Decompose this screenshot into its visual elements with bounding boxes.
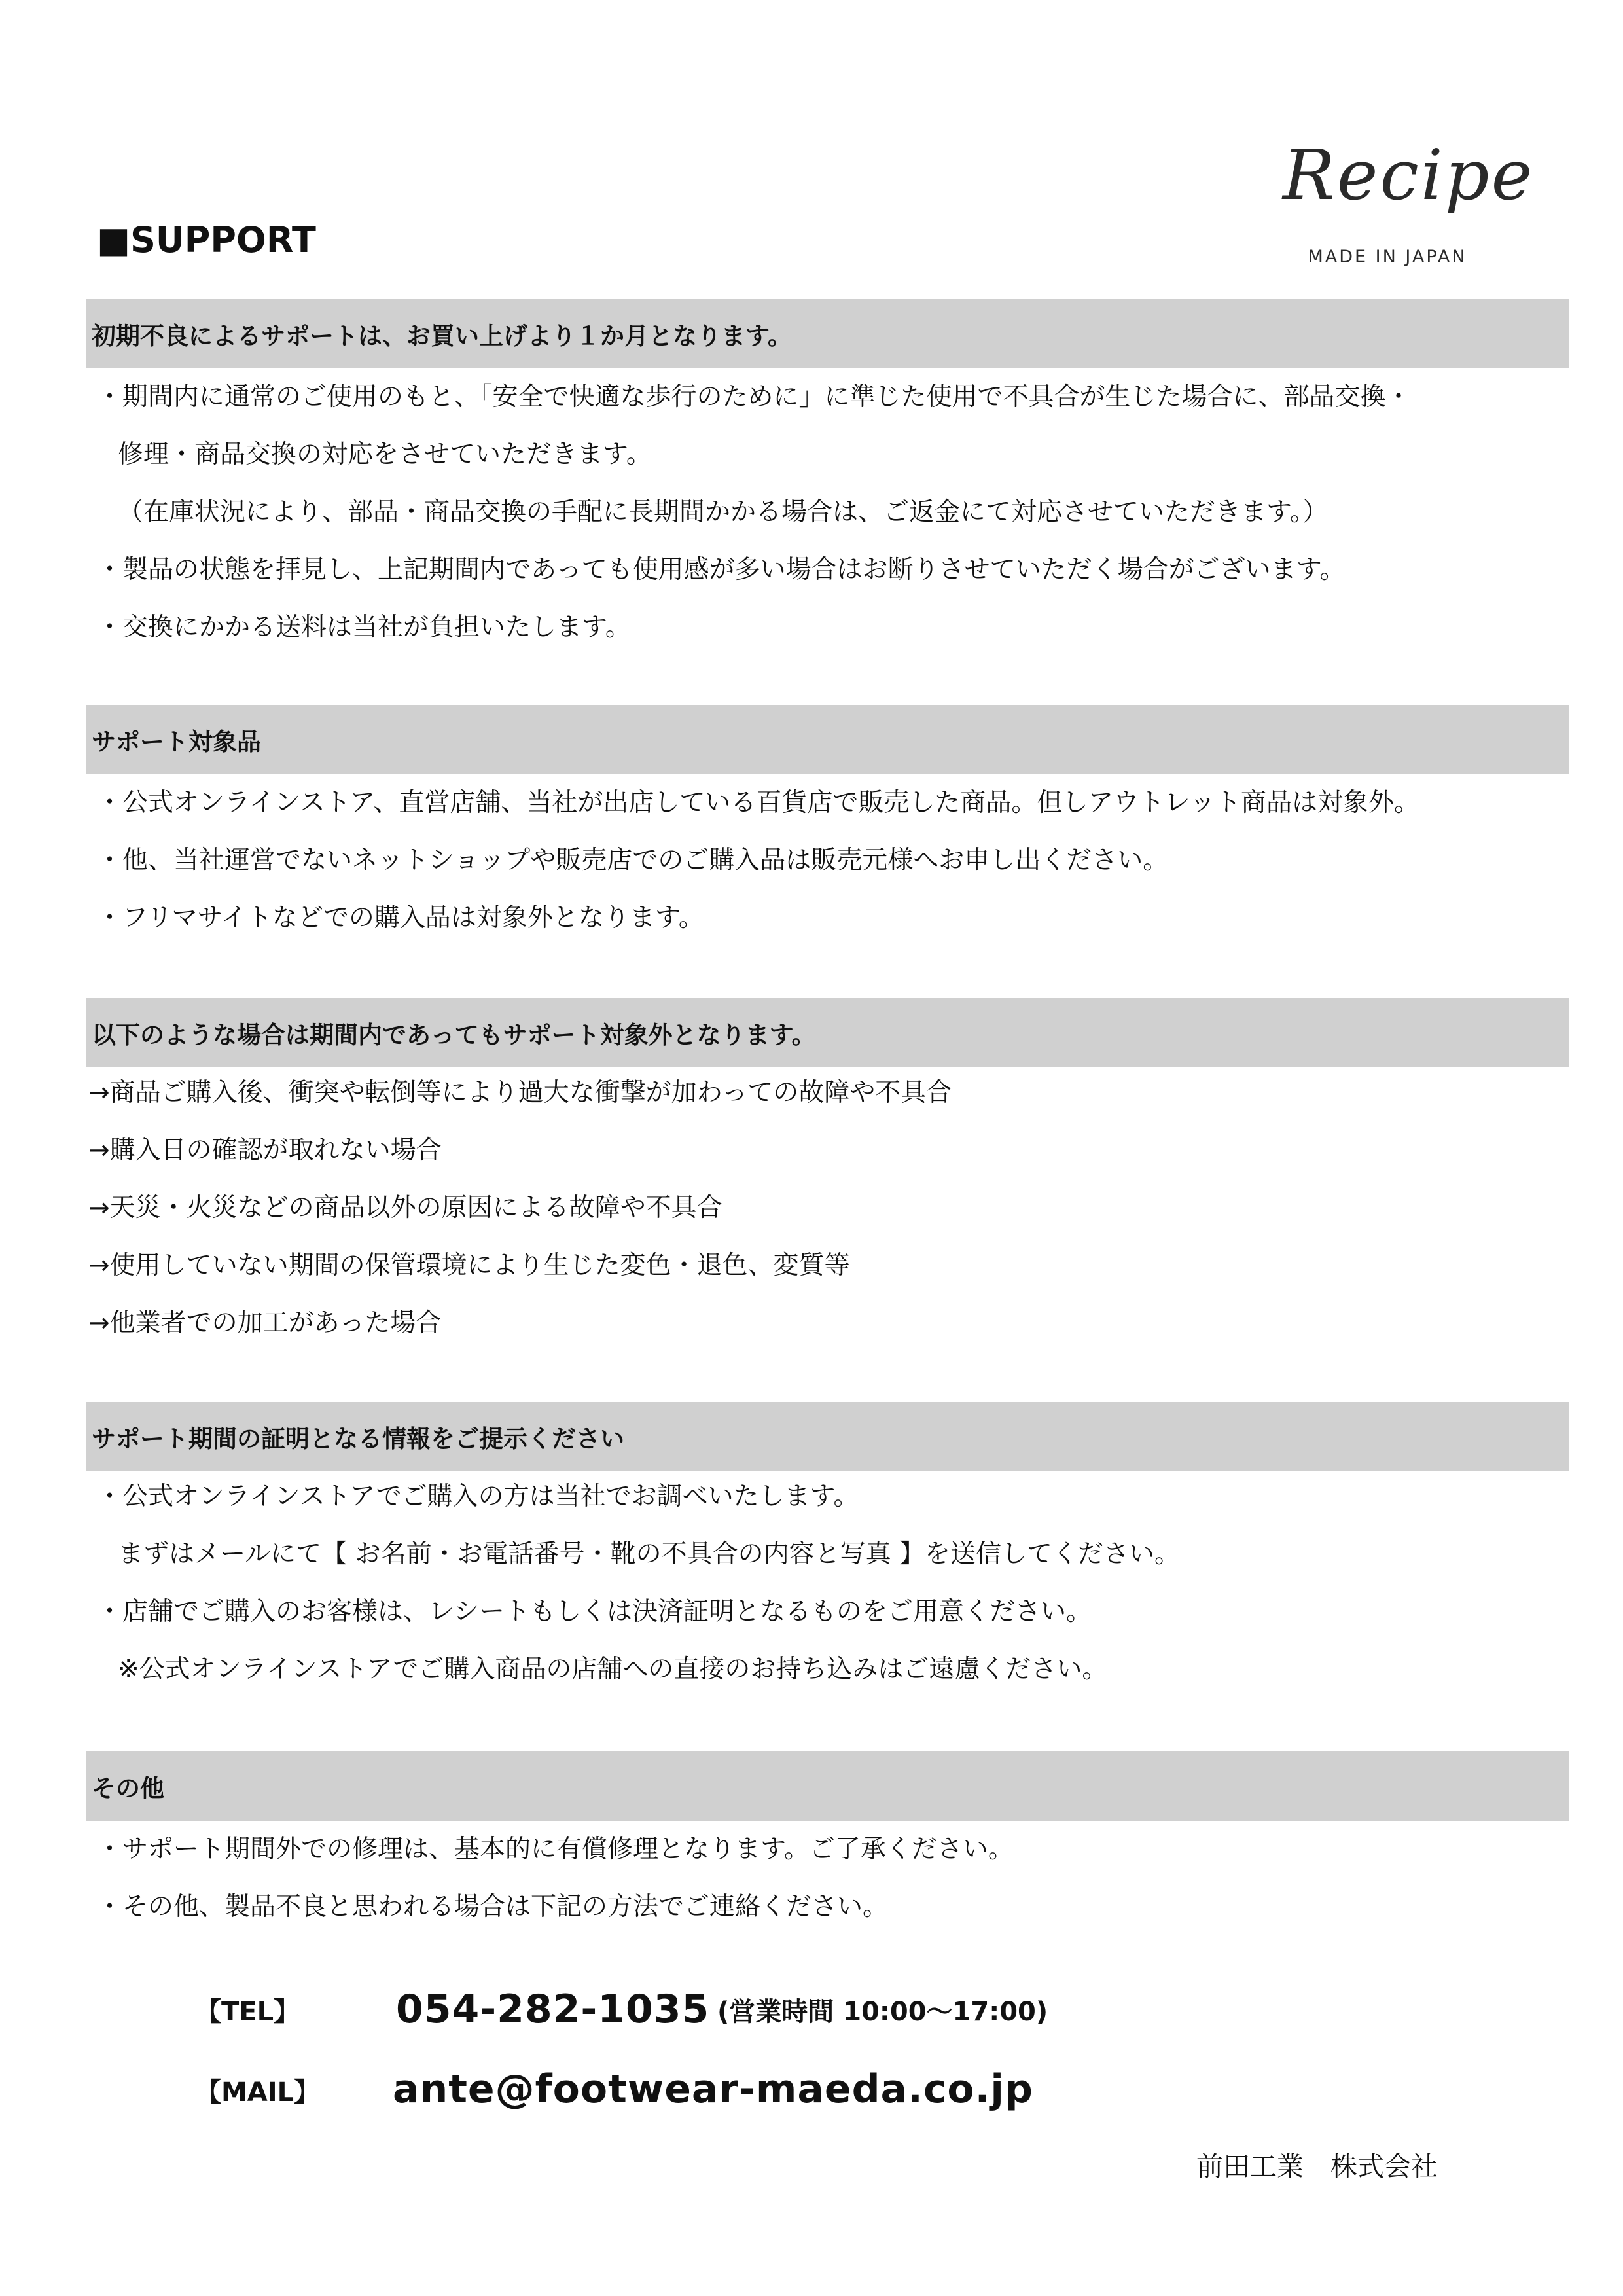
section-4-line-4: ※公式オンラインストアでご購入商品の店舗への直接のお持ち込みはご遠慮ください。 [118,1655,1108,1684]
brand-logo [1283,135,1535,267]
section-1-line-2: 修理・商品交換の対応をさせていただきます。 [118,440,652,469]
section-header-exclusions: 以下のような場合は期間内であってもサポート対象外となります。 [86,998,1569,1067]
section-5-line-1: ・サポート期間外での修理は、基本的に有償修理となります。ご了承ください。 [97,1835,1014,1864]
section-2-line-1: ・公式オンラインストア、直営店舗、当社が出店している百貨店で販売した商品。但しアウトレット商品は対象外。 [97,788,1419,817]
mail-address-link[interactable]: ante@footwear-maeda.co.jp [393,2066,1033,2112]
section-4-line-2: まずはメールにて【 お名前・お電話番号・靴の不具合の内容と写真 】を送信してください。 [118,1539,1181,1569]
company-name: 前田工業 株式会社 [1196,2151,1438,2182]
section-1-line-4: ・製品の状態を拝見し、上記期間内であっても使用感が多い場合はお断りさせていただく場合がございます。 [97,555,1346,584]
section-header-proof: サポート期間の証明となる情報をご提示ください [86,1402,1569,1471]
section-3-line-1: →商品ご購入後、衝突や転倒等により過大な衝撃が加わっての故障や不具合 [88,1078,952,1107]
page-title: ■SUPPORT [97,219,316,260]
section-header-initial-defect: 初期不良によるサポートは、お買い上げより１か月となります。 [86,299,1569,368]
tel-number-link[interactable]: 054-282-1035 [396,1986,710,2032]
section-2-line-3: ・フリマサイトなどでの購入品は対象外となります。 [97,903,704,933]
brand-tagline: MADE IN JAPAN [1308,247,1467,267]
business-hours: (営業時間 10:00～17:00) [717,1997,1048,2027]
section-3-line-2: →購入日の確認が取れない場合 [88,1136,442,1165]
section-3-line-3: →天災・火災などの商品以外の原因による故障や不具合 [88,1193,722,1223]
section-3-line-4: →使用していない期間の保管環境により生じた変色・退色、変質等 [88,1251,850,1280]
mail-label: 【MAIL】 [195,2077,321,2108]
brand-name: Recipe [1283,135,1535,215]
section-4-line-1: ・公式オンラインストアでご購入の方は当社でお調べいたします。 [97,1482,859,1511]
section-header-supported-products: サポート対象品 [86,705,1569,774]
section-4-line-3: ・店舗でご購入のお客様は、レシートもしくは決済証明となるものをご用意ください。 [97,1597,1092,1626]
section-1-line-3: （在庫状況により、部品・商品交換の手配に長期間かかる場合は、ご返金にて対応させていただきます。） [118,497,1329,527]
section-2-line-2: ・他、当社運営でないネットショップや販売店でのご購入品は販売元様へお申し出ください。 [97,846,1169,875]
section-3-line-5: →他業者での加工があった場合 [88,1308,442,1338]
tel-label: 【TEL】 [195,1997,300,2027]
section-5-line-2: ・その他、製品不良と思われる場合は下記の方法でご連絡ください。 [97,1892,889,1922]
section-header-other: その他 [86,1751,1569,1821]
section-1-line-5: ・交換にかかる送料は当社が負担いたします。 [97,613,631,642]
section-1-line-1: ・期間内に通常のご使用のもと、「安全で快適な歩行のために」に準じた使用で不具合が生じた場合に、部品交換・ [97,382,1412,412]
